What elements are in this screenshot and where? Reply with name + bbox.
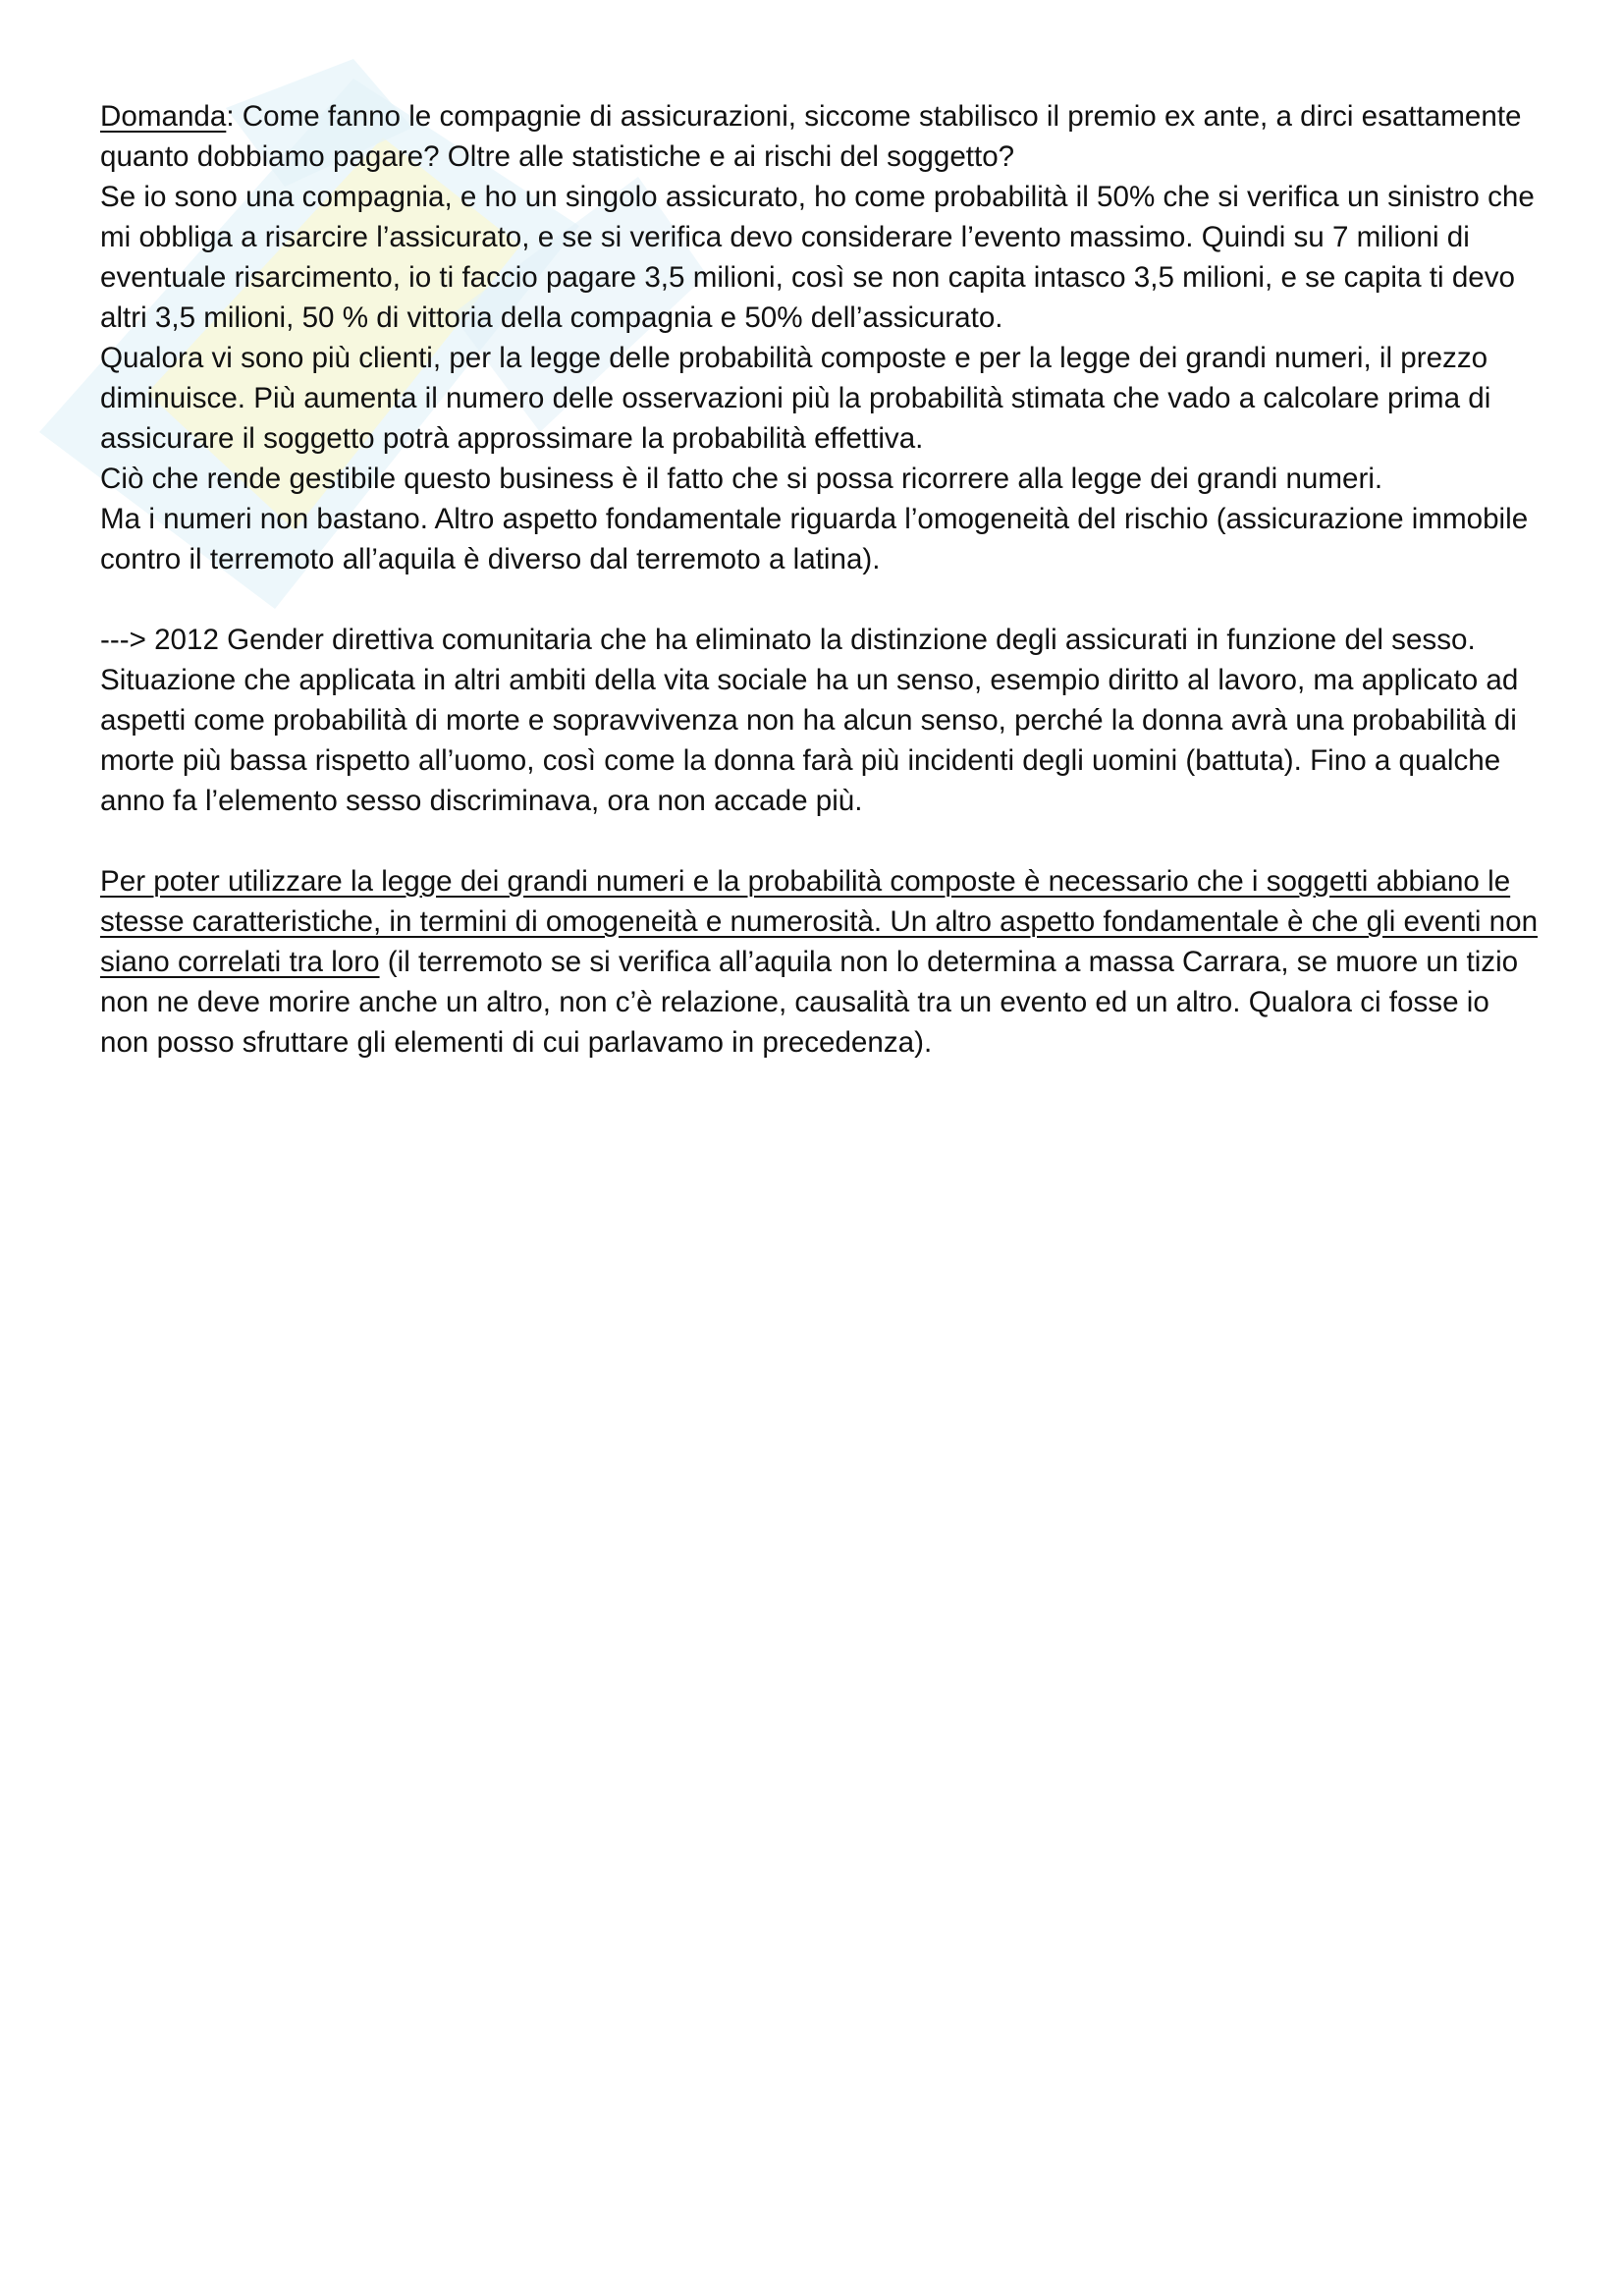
paragraph-question	[100, 96, 1543, 177]
paragraph-homogeneity: Ma i numeri non bastano. Altro aspetto fondamentale riguarda l’omogeneità del rischio (assicurazione immobile contro il terremoto all’aquila è diverso dal terremoto a latina).	[100, 503, 1529, 575]
document-body	[100, 96, 1543, 1063]
spacer	[100, 579, 1543, 620]
paragraph-single-insured: Se io sono una compagnia, e ho un singolo assicurato, ho come probabilità il 50% che si verifica un sinistro che mi obbliga a risarcire l’assicurato, e se si verifica devo considerare l’evento massimo. Quindi su 7 milioni di eventuale risarcimento, io ti faccio pagare 3,5 milioni, così se non capita intasco 3,5 milioni, e se capita ti devo altri 3,5 milioni, 50 % di vittoria della compagnia e 50% dell’assicurato.	[100, 181, 1535, 334]
correlation-explanation: (il terremoto se si verifica all’aquila non lo determina a massa Carrara, se muore un tizio non ne deve morire anche un altro, non c’è relazione, causalità tra un evento ed un altro. Qualora ci fosse io non posso sfruttare gli elementi di cui parlavamo in precedenza).	[100, 946, 1519, 1059]
paragraph-multiple-clients: Qualora vi sono più clienti, per la legge delle probabilità composte e per la legge dei grandi numeri, il prezzo diminuisce. Più aumenta il numero delle osservazioni più la probabilità stimata che vado a calcolare prima di assicurare il soggetto potrà approssimare la probabilità effettiva.	[100, 342, 1491, 455]
question-text: : Come fanno le compagnie di assicurazioni, siccome stabilisco il premio ex ante, a dirci esattamente quanto dobbiamo pagare? Oltre alle statistiche e ai rischi del soggetto?	[100, 100, 1522, 173]
spacer	[100, 821, 1543, 861]
paragraph-gender-directive: ---> 2012 Gender direttiva comunitaria che ha eliminato la distinzione degli assicurati in funzione del sesso. Situazione che applicata in altri ambiti della vita sociale ha un senso, esempio diritto al lavoro, ma applicato ad aspetti come probabilità di morte e sopravvivenza non ha alcun senso, perché la donna avrà una probabilità di morte più bassa rispetto all’uomo, così come la donna farà più incidenti degli uomini (battuta). Fino a qualche anno fa l’elemento sesso discriminava, ora non accade più.	[100, 624, 1519, 817]
paragraph-large-numbers: Ciò che rende gestibile questo business è il fatto che si possa ricorrere alla legge dei grandi numeri.	[100, 463, 1383, 495]
paragraph-correlation	[100, 861, 1543, 1063]
question-label: Domanda	[100, 100, 227, 133]
underlined-statement: Per poter utilizzare la legge dei grandi numeri e la probabilità composte è necessario che i soggetti abbiano le stesse caratteristiche, in termini di omogeneità e numerosità. Un altro aspetto fondamentale è che gli eventi non siano correlati tra loro	[100, 865, 1539, 978]
